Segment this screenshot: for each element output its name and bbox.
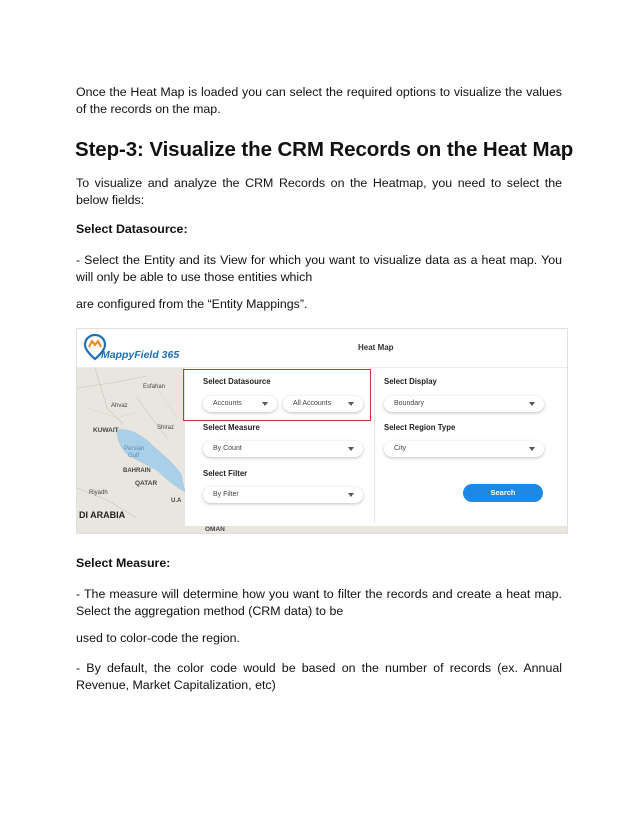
chevron-down-icon (529, 402, 535, 406)
chevron-down-icon (348, 447, 354, 451)
measure-select[interactable] (203, 441, 363, 457)
step-intro-paragraph: To visualize and analyze the CRM Records on the Heatmap, you need to select the below fields: (76, 176, 562, 207)
display-select[interactable] (384, 396, 544, 412)
measure-heading: Select Measure: (76, 556, 171, 570)
panel-divider (374, 373, 375, 523)
datasource-label: Select Datasource (203, 377, 271, 386)
chevron-down-icon (348, 493, 354, 497)
map-label-gulf: Gulf (128, 453, 140, 459)
map-label-esfahan: Esfahan (143, 384, 166, 390)
datasource-paragraph-1: - Select the Entity and its View for which you want to visualize data as a heat map. You will only be able to use those entities which (76, 253, 562, 284)
chevron-down-icon (529, 447, 535, 451)
map-label-ahvaz: Ahvaz (111, 403, 128, 409)
search-button[interactable]: Search (463, 484, 543, 502)
map-label-ua: U.A (171, 498, 182, 504)
map-label-bahrain: BAHRAIN (123, 468, 151, 474)
measure-select-value: By Count (213, 445, 242, 452)
map-strip-bottom (185, 526, 567, 533)
region-type-label: Select Region Type (384, 423, 456, 432)
datasource-highlight-box (183, 369, 371, 421)
datasource-paragraph-2: are configured from the “Entity Mappings”. (76, 297, 308, 311)
display-select-value: Boundary (394, 400, 424, 407)
filter-select[interactable] (203, 487, 363, 503)
display-label: Select Display (384, 377, 437, 386)
entity-select-value: Accounts (213, 400, 242, 407)
measure-paragraph-1: - The measure will determine how you want to filter the records and create a heat map. Select the aggregation method (CRM data) to be (76, 587, 562, 618)
map-label-arabia: DI ARABIA (79, 510, 126, 520)
app-title: Heat Map (358, 343, 394, 352)
measure-paragraph-2: used to color-code the region. (76, 631, 240, 645)
map-label-persian: Persian (124, 446, 145, 452)
map-label-shiraz: Shiraz (157, 425, 175, 431)
heatmap-screenshot (76, 328, 568, 534)
map-label-riyadh: Riyadh (89, 490, 108, 496)
filter-label: Select Filter (203, 469, 248, 478)
intro-paragraph: Once the Heat Map is loaded you can select the required options to visualize the values of the records on the map. (76, 85, 562, 116)
app-logo-text: MappyField 365 (101, 349, 180, 361)
map-label-kuwait: KUWAIT (93, 427, 119, 434)
app-header (77, 329, 567, 368)
view-select-value: All Accounts (293, 400, 332, 407)
measure-paragraph-3: - By default, the color code would be based on the number of records (ex. Annual Revenue, Market Capitalization, etc) (76, 661, 562, 692)
map-area[interactable] (77, 368, 187, 533)
map-label-qatar: QATAR (135, 480, 158, 487)
datasource-heading: Select Datasource: (76, 222, 188, 236)
map-label-oman: OMAN (205, 526, 225, 533)
filter-select-value: By Filter (213, 491, 239, 498)
measure-label: Select Measure (203, 423, 260, 432)
region-type-select-value: City (394, 445, 407, 452)
region-type-select[interactable] (384, 441, 544, 457)
step-heading: Step-3: Visualize the CRM Records on the Heat Map (75, 138, 574, 161)
